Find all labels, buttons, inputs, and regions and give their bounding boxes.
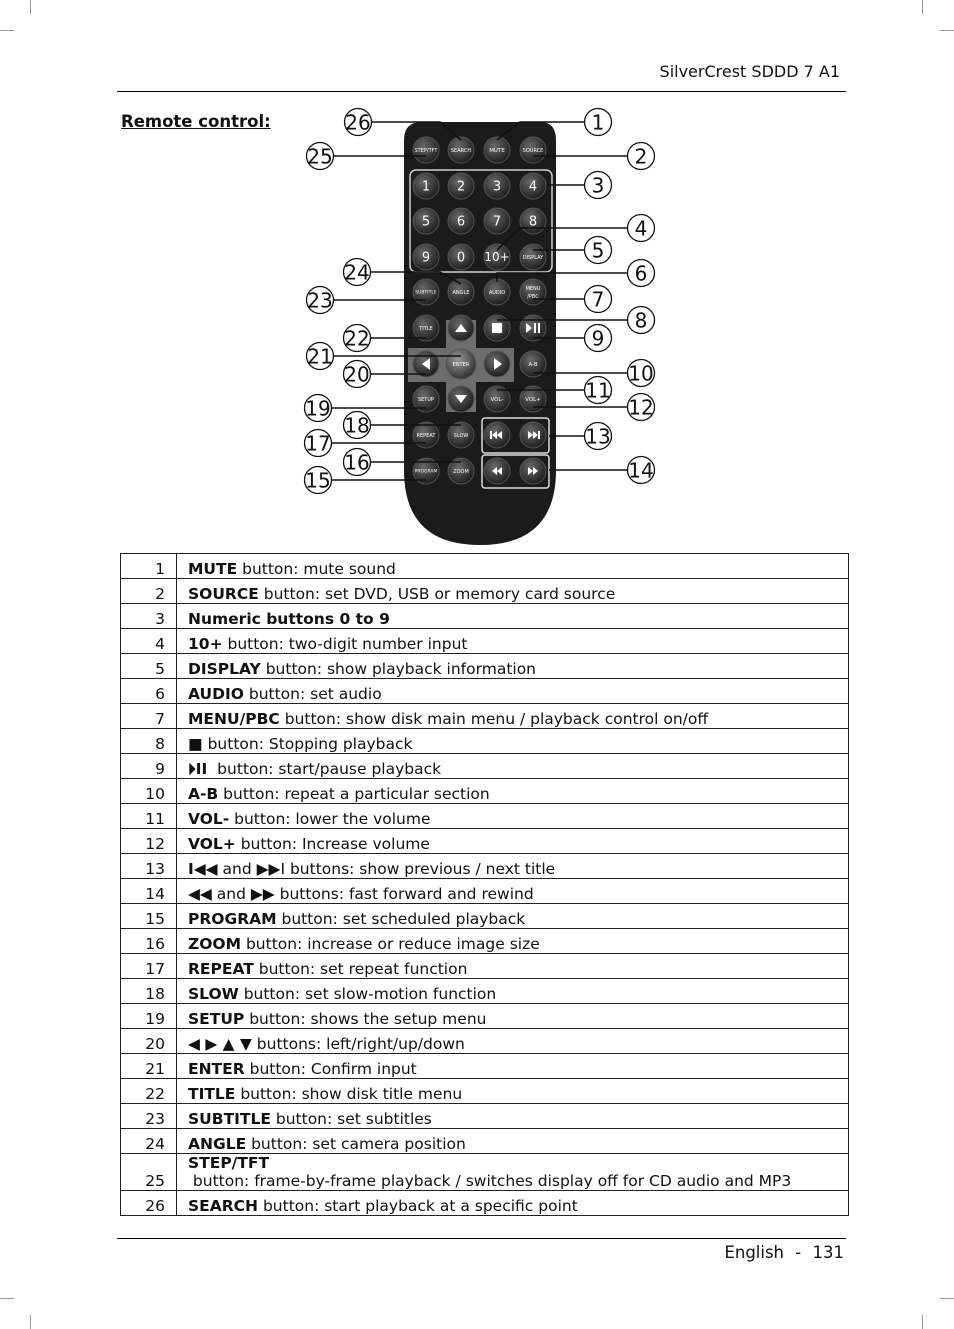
legend-number: 26 bbox=[121, 1191, 177, 1216]
callout-19 bbox=[305, 395, 332, 422]
legend-row bbox=[121, 979, 849, 1004]
callout-16 bbox=[344, 449, 371, 476]
legend-button-name: STEP/TFT bbox=[188, 1154, 270, 1172]
button-label: ENTER bbox=[452, 361, 470, 368]
legend-row bbox=[121, 1191, 849, 1216]
legend-description bbox=[177, 1154, 849, 1191]
legend-text: button: lower the volume bbox=[229, 810, 431, 828]
mute-button bbox=[484, 137, 510, 163]
legend-number: 11 bbox=[121, 804, 177, 829]
button-label: 7 bbox=[492, 214, 502, 230]
legend-text: button: two-digit number input bbox=[222, 635, 468, 653]
legend-description bbox=[177, 579, 849, 604]
callout-25 bbox=[307, 143, 334, 170]
button-face bbox=[520, 279, 546, 305]
header-product-name: SilverCrest SDDD 7 A1 bbox=[659, 62, 840, 81]
callout-23 bbox=[307, 287, 334, 314]
legend-description bbox=[177, 1054, 849, 1079]
legend-description bbox=[177, 754, 849, 779]
callout-8 bbox=[628, 307, 655, 334]
slow-button bbox=[448, 422, 474, 448]
callout-number: 4 bbox=[634, 216, 648, 241]
repeat-button bbox=[413, 422, 439, 448]
callout-number: 25 bbox=[307, 144, 333, 169]
button-glyph bbox=[492, 323, 502, 333]
legend-number: 6 bbox=[121, 679, 177, 704]
legend-description bbox=[177, 829, 849, 854]
down-arrow-button bbox=[448, 386, 474, 412]
legend-button-name: SETUP bbox=[188, 1010, 245, 1028]
legend-row bbox=[121, 654, 849, 679]
button-label: 4 bbox=[528, 179, 538, 195]
callout-number: 15 bbox=[305, 468, 331, 493]
callout-20 bbox=[344, 361, 371, 388]
audio-button bbox=[484, 279, 510, 305]
legend-text: and ▶▶I buttons: show previous / next title bbox=[217, 860, 556, 878]
callout-7 bbox=[585, 286, 612, 313]
callout-12 bbox=[628, 394, 655, 421]
legend-row bbox=[121, 554, 849, 579]
legend-button-name: Numeric buttons 0 to 9 bbox=[188, 610, 390, 628]
callout-number: 26 bbox=[345, 110, 371, 135]
callout-13 bbox=[585, 423, 612, 450]
numeric-button bbox=[413, 244, 439, 270]
legend-number: 21 bbox=[121, 1054, 177, 1079]
legend-row bbox=[121, 1004, 849, 1029]
legend-number: 22 bbox=[121, 1079, 177, 1104]
callout-26 bbox=[345, 109, 372, 136]
legend-description bbox=[177, 1129, 849, 1154]
next-button bbox=[520, 422, 546, 448]
legend-description bbox=[177, 904, 849, 929]
legend-button-name: MUTE bbox=[188, 560, 238, 578]
legend-text: button: set repeat function bbox=[253, 960, 468, 978]
button-label: SEARCH bbox=[450, 147, 472, 154]
legend-number: 1 bbox=[121, 554, 177, 579]
button-label: 6 bbox=[456, 214, 466, 230]
legend-text: button: set DVD, USB or memory card source bbox=[258, 585, 616, 603]
legend-button-name: PROGRAM bbox=[188, 910, 277, 928]
legend-description bbox=[177, 629, 849, 654]
angle-button bbox=[448, 279, 474, 305]
button-label: AUDIO bbox=[488, 289, 506, 296]
numeric-button bbox=[484, 173, 510, 199]
button-label: ANGLE bbox=[452, 289, 470, 296]
legend-row bbox=[121, 779, 849, 804]
legend-number: 5 bbox=[121, 654, 177, 679]
callout-number: 17 bbox=[305, 431, 331, 456]
legend-button-name: SLOW bbox=[188, 985, 239, 1003]
legend-description bbox=[177, 929, 849, 954]
legend-button-name: VOL+ bbox=[188, 835, 236, 853]
callout-number: 16 bbox=[344, 450, 370, 475]
legend-row bbox=[121, 804, 849, 829]
legend-number: 2 bbox=[121, 579, 177, 604]
legend-number: 24 bbox=[121, 1129, 177, 1154]
callout-number: 5 bbox=[591, 238, 605, 263]
legend-button-name: MENU/PBC bbox=[188, 710, 280, 728]
legend-number: 7 bbox=[121, 704, 177, 729]
legend-number: 10 bbox=[121, 779, 177, 804]
legend-row bbox=[121, 879, 849, 904]
legend-button-name: 10+ bbox=[188, 635, 223, 653]
legend-row bbox=[121, 829, 849, 854]
callout-number: 11 bbox=[585, 378, 611, 403]
button-label: REPEAT bbox=[416, 432, 436, 439]
legend-row bbox=[121, 929, 849, 954]
legend-description bbox=[177, 954, 849, 979]
legend-description bbox=[177, 654, 849, 679]
button-face bbox=[520, 315, 546, 341]
legend-row bbox=[121, 679, 849, 704]
numeric-button bbox=[484, 208, 510, 234]
legend-button-name: ⏵II bbox=[188, 760, 208, 778]
callout-9 bbox=[585, 325, 612, 352]
legend-text: button: start playback at a specific point bbox=[258, 1197, 578, 1215]
legend-description bbox=[177, 1079, 849, 1104]
numeric-button bbox=[448, 208, 474, 234]
legend-text: button: Increase volume bbox=[235, 835, 430, 853]
button-label: 10+ bbox=[484, 250, 510, 265]
callout-number: 22 bbox=[344, 326, 370, 351]
numeric-button bbox=[520, 244, 546, 270]
button-label: ZOOM bbox=[453, 468, 469, 475]
legend-button-name: I◀◀ bbox=[188, 860, 218, 878]
legend-number: 8 bbox=[121, 729, 177, 754]
legend-row bbox=[121, 704, 849, 729]
play-pause-button bbox=[520, 315, 546, 341]
callout-1 bbox=[585, 109, 612, 136]
legend-row bbox=[121, 1104, 849, 1129]
button-label: DISPLAY bbox=[522, 254, 544, 261]
callout-17 bbox=[305, 430, 332, 457]
section-title: Remote control: bbox=[121, 112, 271, 131]
legend-row bbox=[121, 1129, 849, 1154]
button-label: 5 bbox=[421, 214, 431, 230]
numeric-button bbox=[448, 173, 474, 199]
legend-number: 16 bbox=[121, 929, 177, 954]
legend-text: button: start/pause playback bbox=[207, 760, 442, 778]
callout-6 bbox=[628, 260, 655, 287]
callout-14 bbox=[628, 457, 655, 484]
legend-row bbox=[121, 904, 849, 929]
callout-24 bbox=[344, 259, 371, 286]
legend-row bbox=[121, 629, 849, 654]
button-label: 3 bbox=[492, 179, 502, 195]
callout-5 bbox=[585, 237, 612, 264]
legend-row bbox=[121, 1154, 849, 1191]
legend-button-name: AUDIO bbox=[188, 685, 244, 703]
legend-number: 17 bbox=[121, 954, 177, 979]
legend-row bbox=[121, 1054, 849, 1079]
legend-description bbox=[177, 679, 849, 704]
callout-number: 6 bbox=[634, 261, 648, 286]
footer-page-number: 131 bbox=[812, 1243, 844, 1262]
callout-number: 7 bbox=[591, 287, 605, 312]
button-label: SOURCE bbox=[522, 147, 544, 154]
numeric-button bbox=[520, 208, 546, 234]
legend-text: button: increase or reduce image size bbox=[241, 935, 540, 953]
button-label: VOL- bbox=[490, 396, 504, 403]
legend-text: button: shows the setup menu bbox=[244, 1010, 487, 1028]
stop-button bbox=[484, 315, 510, 341]
legend-text: and ▶▶ buttons: fast forward and rewind bbox=[211, 885, 534, 903]
legend-row bbox=[121, 1029, 849, 1054]
legend-button-name: SEARCH bbox=[188, 1197, 259, 1215]
crop-mark bbox=[940, 1298, 954, 1299]
legend-number: 20 bbox=[121, 1029, 177, 1054]
numeric-button bbox=[448, 244, 474, 270]
button-label: SUBTITLE bbox=[415, 290, 437, 296]
callout-number: 1 bbox=[591, 110, 605, 135]
numeric-button bbox=[484, 244, 510, 270]
button-label: VOL+ bbox=[525, 396, 541, 403]
legend-description bbox=[177, 729, 849, 754]
crop-mark bbox=[922, 0, 923, 14]
search-button bbox=[448, 137, 474, 163]
legend-text: button: set subtitles bbox=[270, 1110, 432, 1128]
footer-language: English bbox=[724, 1243, 785, 1262]
legend-row bbox=[121, 729, 849, 754]
legend-text: button: show disk title menu bbox=[235, 1085, 463, 1103]
legend-description bbox=[177, 804, 849, 829]
legend-description bbox=[177, 1104, 849, 1129]
button-label: 9 bbox=[421, 250, 431, 266]
button-label: MUTE bbox=[489, 147, 505, 154]
legend-row bbox=[121, 854, 849, 879]
button-label: MENU bbox=[525, 286, 541, 292]
callout-number: 10 bbox=[628, 361, 654, 386]
crop-mark bbox=[0, 1298, 14, 1299]
crop-mark bbox=[0, 30, 14, 31]
callout-number: 2 bbox=[634, 144, 648, 169]
legend-button-name: ◀◀ bbox=[188, 885, 212, 903]
header-rule bbox=[117, 91, 846, 92]
callout-11 bbox=[585, 377, 612, 404]
footer-separator: - bbox=[795, 1243, 802, 1262]
legend-text: button: set camera position bbox=[246, 1135, 466, 1153]
footer-rule bbox=[117, 1238, 846, 1239]
legend-text: button: Stopping playback bbox=[202, 735, 413, 753]
callout-number: 12 bbox=[628, 395, 654, 420]
legend-description bbox=[177, 1191, 849, 1216]
legend-description bbox=[177, 854, 849, 879]
legend-button-name: ◀ ▶ ▲ ▼ bbox=[188, 1035, 252, 1053]
callout-number: 21 bbox=[307, 344, 333, 369]
legend-description bbox=[177, 704, 849, 729]
enter-button bbox=[446, 349, 476, 379]
legend-button-name: DISPLAY bbox=[188, 660, 261, 678]
button-label: TITLE bbox=[419, 325, 433, 332]
legend-number: 4 bbox=[121, 629, 177, 654]
legend-text: button: set scheduled playback bbox=[276, 910, 526, 928]
legend-description bbox=[177, 604, 849, 629]
callout-4 bbox=[628, 215, 655, 242]
legend-number: 13 bbox=[121, 854, 177, 879]
legend-button-name: ANGLE bbox=[188, 1135, 247, 1153]
legend-table bbox=[120, 553, 849, 1216]
menu-pbc-button bbox=[520, 279, 546, 305]
legend-description bbox=[177, 779, 849, 804]
button-label: SLOW bbox=[453, 432, 469, 439]
button-label: 0 bbox=[456, 250, 466, 266]
legend-button-name: ENTER bbox=[188, 1060, 245, 1078]
legend-button-name: SOURCE bbox=[188, 585, 259, 603]
legend-row bbox=[121, 1079, 849, 1104]
callout-number: 23 bbox=[307, 288, 333, 313]
legend-button-name: ZOOM bbox=[188, 935, 242, 953]
legend-text: button: show playback information bbox=[260, 660, 537, 678]
legend-button-name: ■ bbox=[188, 735, 203, 753]
crop-mark bbox=[940, 30, 954, 31]
button-label: 1 bbox=[421, 179, 431, 195]
legend-text: buttons: left/right/up/down bbox=[251, 1035, 465, 1053]
legend-text: button: repeat a particular section bbox=[218, 785, 490, 803]
remote-control-diagram bbox=[300, 100, 670, 550]
legend-description bbox=[177, 1004, 849, 1029]
legend-row bbox=[121, 604, 849, 629]
subtitle-button bbox=[413, 279, 439, 305]
callout-2 bbox=[628, 143, 655, 170]
callout-10 bbox=[628, 360, 655, 387]
callout-number: 3 bbox=[591, 173, 605, 198]
callout-number: 13 bbox=[585, 424, 611, 449]
callout-3 bbox=[585, 172, 612, 199]
legend-description bbox=[177, 554, 849, 579]
legend-number: 18 bbox=[121, 979, 177, 1004]
callout-number: 18 bbox=[344, 413, 370, 438]
right-arrow-button bbox=[484, 351, 510, 377]
callout-number: 20 bbox=[344, 362, 370, 387]
legend-button-name: A-B bbox=[188, 785, 219, 803]
legend-number: 19 bbox=[121, 1004, 177, 1029]
legend-description bbox=[177, 879, 849, 904]
source-button bbox=[520, 137, 546, 163]
legend-text: button: mute sound bbox=[237, 560, 396, 578]
legend-text: button: frame-by-frame playback / switches display off for CD audio and MP3 bbox=[188, 1172, 792, 1190]
button-label: 2 bbox=[456, 179, 466, 195]
button-label: SETUP bbox=[417, 396, 435, 403]
callout-number: 8 bbox=[634, 308, 648, 333]
crop-mark bbox=[922, 1315, 923, 1329]
numeric-button bbox=[413, 173, 439, 199]
legend-button-name: TITLE bbox=[188, 1085, 236, 1103]
up-arrow-button bbox=[448, 315, 474, 341]
crop-mark bbox=[30, 1315, 31, 1329]
numeric-button bbox=[520, 173, 546, 199]
legend-number: 12 bbox=[121, 829, 177, 854]
callout-21 bbox=[307, 343, 334, 370]
legend-number: 9 bbox=[121, 754, 177, 779]
title-button bbox=[413, 315, 439, 341]
footer-page-info bbox=[724, 1243, 844, 1262]
callout-number: 14 bbox=[628, 458, 654, 483]
rewind-button bbox=[484, 458, 510, 484]
numeric-button bbox=[413, 208, 439, 234]
step-tft-button bbox=[413, 137, 439, 163]
button-label: 8 bbox=[528, 214, 538, 230]
legend-description bbox=[177, 1029, 849, 1054]
legend-text: button: set audio bbox=[243, 685, 382, 703]
fast-forward-button bbox=[520, 458, 546, 484]
callout-15 bbox=[305, 467, 332, 494]
legend-number: 23 bbox=[121, 1104, 177, 1129]
legend-text: button: set slow-motion function bbox=[238, 985, 497, 1003]
button-label: PROGRAM bbox=[414, 469, 438, 475]
left-arrow-button bbox=[413, 351, 439, 377]
legend-row bbox=[121, 579, 849, 604]
legend-text: button: show disk main menu / playback control on/off bbox=[279, 710, 709, 728]
button-label: /PBC bbox=[527, 294, 539, 300]
legend-button-name: VOL- bbox=[188, 810, 230, 828]
legend-number: 3 bbox=[121, 604, 177, 629]
legend-number: 14 bbox=[121, 879, 177, 904]
callout-number: 19 bbox=[305, 396, 331, 421]
button-label: STEP/TFT bbox=[414, 147, 438, 154]
previous-button bbox=[484, 422, 510, 448]
callout-number: 24 bbox=[344, 260, 370, 285]
legend-number: 15 bbox=[121, 904, 177, 929]
callout-18 bbox=[344, 412, 371, 439]
legend-description bbox=[177, 979, 849, 1004]
legend-row bbox=[121, 754, 849, 779]
legend-button-name: SUBTITLE bbox=[188, 1110, 271, 1128]
legend-row bbox=[121, 954, 849, 979]
button-label: A-B bbox=[528, 361, 538, 368]
callout-22 bbox=[344, 325, 371, 352]
legend-button-name: REPEAT bbox=[188, 960, 254, 978]
callout-number: 9 bbox=[591, 326, 605, 351]
legend-text: button: Confirm input bbox=[244, 1060, 417, 1078]
crop-mark bbox=[30, 0, 31, 14]
legend-number: 25 bbox=[121, 1154, 177, 1191]
